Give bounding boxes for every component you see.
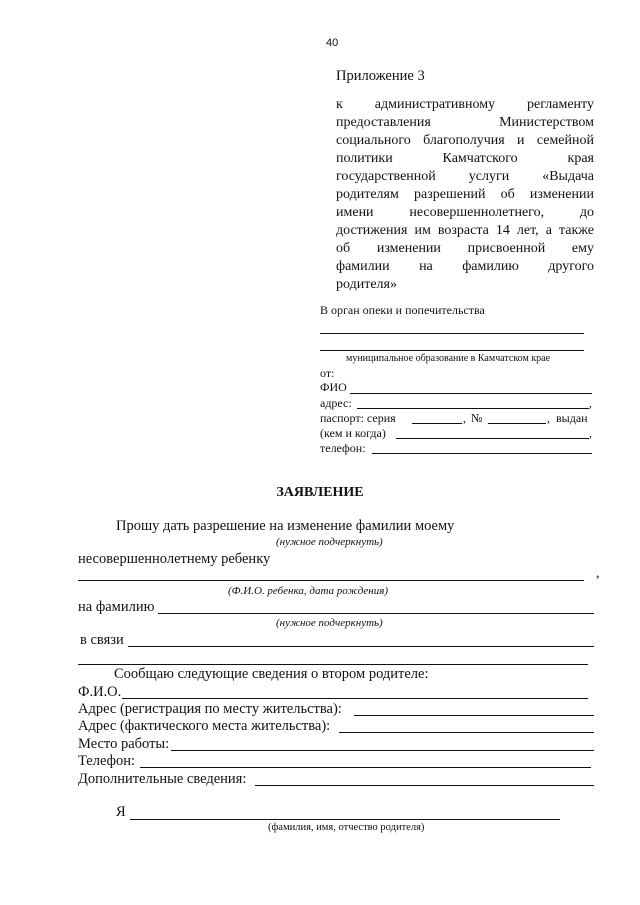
issued-by-label: (кем и когда) [320, 426, 386, 440]
comma: , [589, 426, 592, 440]
second-parent-fio-label: Ф.И.О. [78, 684, 122, 700]
appendix-line: политики Камчатского края [336, 151, 594, 166]
passport-number-label: № [471, 411, 483, 425]
authority-line-1[interactable] [320, 333, 584, 334]
comma: , [596, 566, 600, 581]
to-surname-label: на фамилию [78, 599, 155, 615]
reason-field-2[interactable] [78, 664, 588, 665]
from-label: от: [320, 366, 335, 380]
second-parent-fio-field[interactable] [122, 698, 588, 699]
page-number: 40 [326, 37, 339, 49]
actual-address-label: Адрес (фактического места жительства): [78, 718, 331, 734]
comma: , [463, 411, 466, 425]
applicant-phone-label: телефон: [320, 441, 366, 455]
hint-underline-2: (нужное подчеркнуть) [276, 617, 383, 629]
registration-address-field[interactable] [354, 715, 594, 716]
appendix-line: родителя» [336, 277, 397, 292]
additional-info-field[interactable] [255, 785, 594, 786]
passport-series-field[interactable] [412, 423, 462, 424]
parent-caption: (фамилия, имя, отчество родителя) [268, 822, 425, 833]
actual-address-field[interactable] [339, 732, 594, 733]
new-surname-field[interactable] [158, 613, 594, 614]
passport-number-field[interactable] [488, 423, 546, 424]
child-fio-field[interactable] [78, 580, 584, 581]
applicant-phone-field[interactable] [372, 453, 592, 454]
appendix-line: к административному регламенту [336, 97, 594, 112]
applicant-address-field[interactable] [357, 408, 589, 409]
reason-field-1[interactable] [128, 646, 594, 647]
hint-underline-1: (нужное подчеркнуть) [276, 536, 383, 548]
request-line: Прошу дать разрешение на изменение фамилии моему [116, 518, 455, 534]
in-connection-label: в связи [80, 632, 124, 648]
second-parent-phone-label: Телефон: [78, 753, 136, 769]
i-label: Я [116, 804, 126, 820]
second-parent-phone-field[interactable] [140, 767, 591, 768]
appendix-line: государственной услуги «Выдача [336, 169, 594, 184]
appendix-line: достижения им возраста 14 лет, а также [336, 223, 594, 238]
appendix-line: имени несовершеннолетнего, до [336, 205, 594, 220]
comma: , [589, 396, 592, 410]
comma: , [547, 411, 550, 425]
applicant-fio-field[interactable] [350, 393, 592, 394]
appendix-line: предоставления Министерством [336, 115, 594, 130]
additional-info-label: Дополнительные сведения: [78, 771, 247, 787]
passport-issued-label: выдан [556, 411, 588, 425]
child-caption: (Ф.И.О. ребенка, дата рождения) [228, 585, 389, 597]
passport-series-label: паспорт: серия [320, 411, 396, 425]
appendix-line: социального благополучия и семейной [336, 133, 594, 148]
issued-by-field[interactable] [396, 438, 589, 439]
parent-name-field[interactable] [130, 819, 560, 820]
applicant-address-label: адрес: [320, 396, 352, 410]
second-parent-intro: Сообщаю следующие сведения о втором родителе: [114, 666, 429, 682]
form-title: ЗАЯВЛЕНИЕ [276, 485, 364, 500]
appendix-line: фамилии на фамилию другого [336, 259, 594, 274]
appendix-line: об изменении присвоенной ему [336, 241, 594, 256]
registration-address-label: Адрес (регистрация по месту жительства): [78, 701, 342, 717]
applicant-fio-label: ФИО [320, 380, 347, 394]
workplace-field[interactable] [171, 750, 594, 751]
appendix-line: родителям разрешений об изменении [336, 187, 594, 202]
minor-child-label: несовершеннолетнему ребенку [78, 551, 271, 567]
workplace-label: Место работы: [78, 736, 170, 752]
municipality-caption: муниципальное образование в Камчатском крае [346, 353, 551, 364]
appendix-title: Приложение 3 [336, 68, 425, 84]
authority-line-2[interactable] [320, 350, 584, 351]
addressee-to: В орган опеки и попечительства [320, 303, 485, 317]
